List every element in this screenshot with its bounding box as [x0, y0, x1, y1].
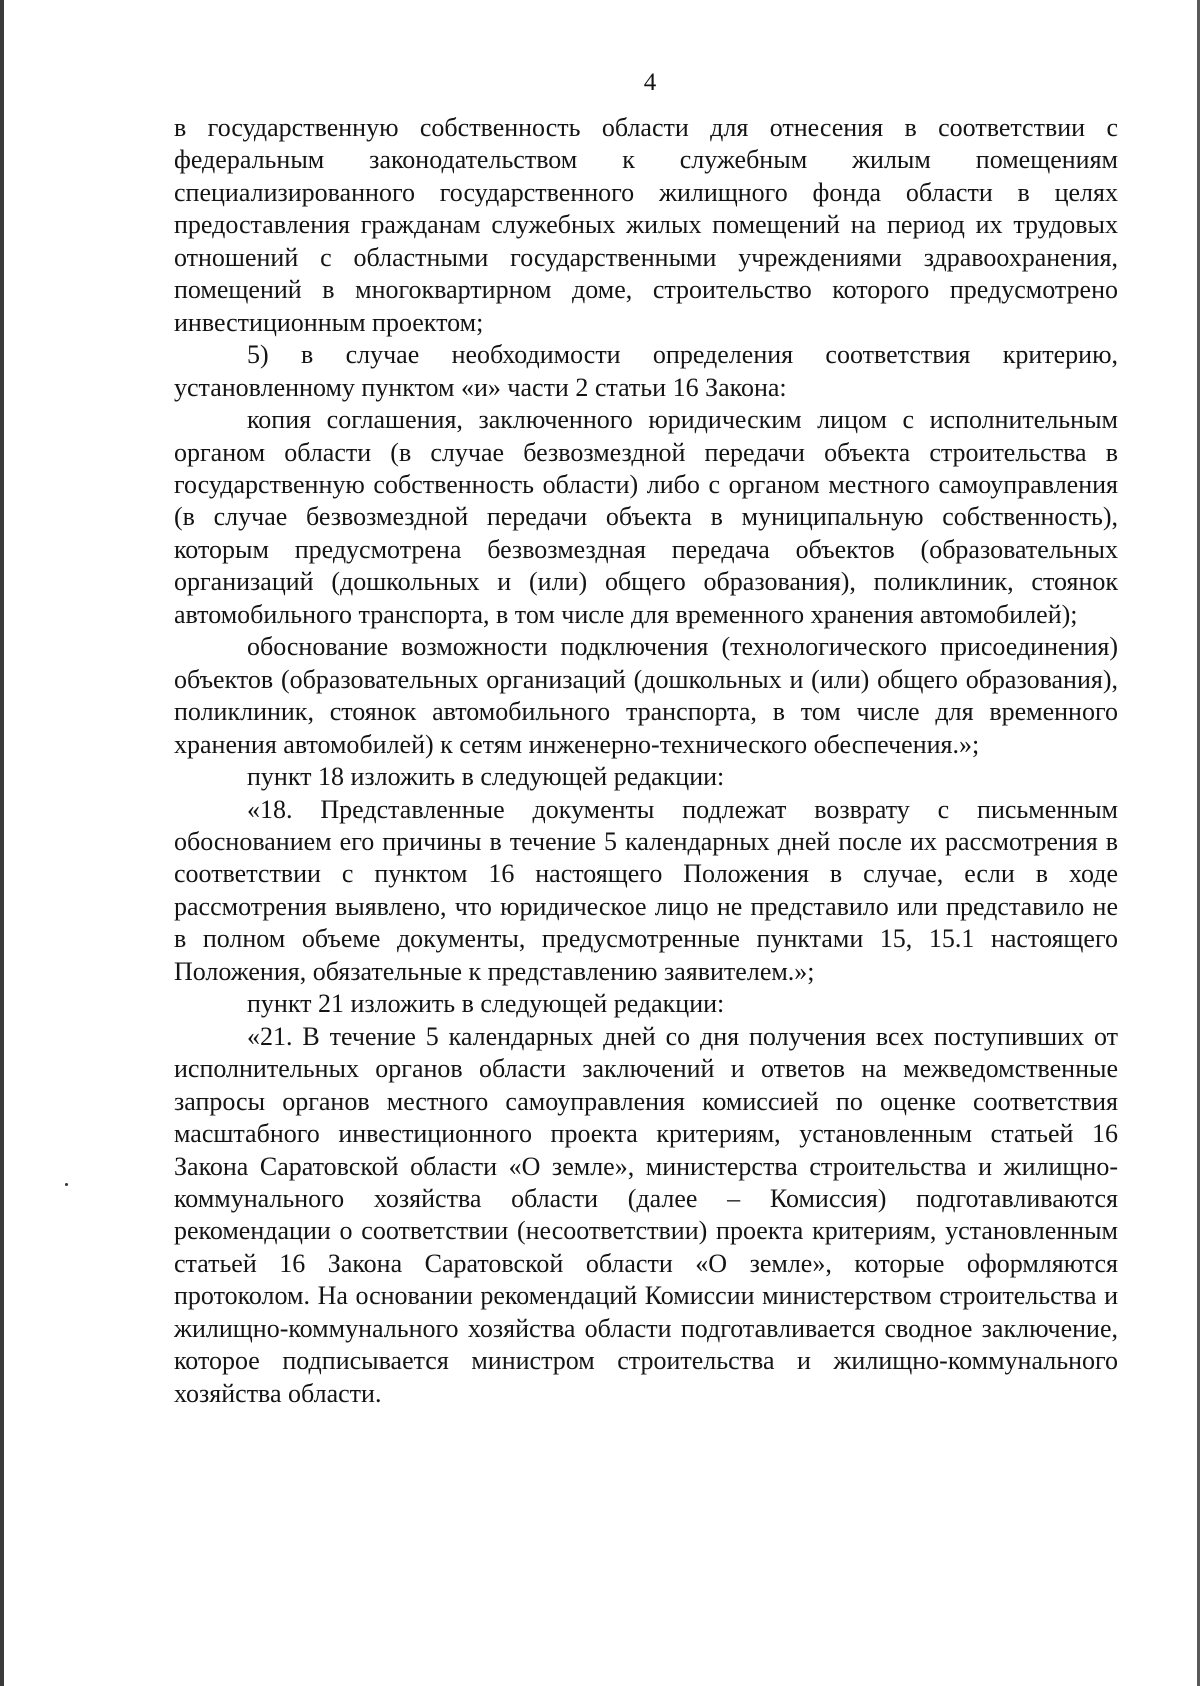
- paragraph-amend-point-21: пункт 21 изложить в следующей редакции:: [247, 989, 725, 1019]
- paragraph-amend-point-18: пункт 18 изложить в следующей редакции:: [247, 762, 725, 792]
- page-number: 4: [643, 69, 657, 96]
- paragraph-point-21-text: «21. В течение 5 календарных дней со дня получения всех поступивших от исполнительных органов области заключений и ответов на межведомственные запросы органов местного самоуправления комиссией по оценке соответствия масштабного инвестиционного проекта критериям, установленным статьей 16 Закона Саратовской области «О земле», министерства строительства и жилищно-коммунального хозяйства области (далее – Комиссия) подготавливаются рекомендации о соответствии (несоответствии) проекта критериям, установленным статьей 16 Закона Саратовской области «О земле», которые оформляются протоколом. На основании рекомендаций Комиссии министерством строительства и жилищно-коммунального хозяйства области подготавливается сводное заключение, которое подписывается министром строительства и жилищно-коммунального хозяйства области.: [174, 1021, 1118, 1408]
- scan-speck: [65, 1183, 68, 1186]
- paragraph-connection-justification: обоснование возможности подключения (технологического присоединения) объектов (образовательных организаций (дошкольных и (или) общего образования), поликлиник, стоянок автомобильного транспорта, в том числе для временного хранения автомобилей) к сетям инженерно-технического обеспечения.»;: [174, 632, 1118, 759]
- paragraph-continuation: в государственную собственность области для отнесения в соответствии с федеральным законодательством к служебным жилым помещениям специализированного государственного жилищного фонда области в целях предоставления гражданам служебных жилых помещений на период их трудовых отношений с областными государственными учреждениями здравоохранения, помещений в многоквартирном доме, строительство которого предусмотрено инвестиционным проектом;: [174, 113, 1118, 337]
- paragraph-item-5: 5) в случае необходимости определения соответствия критерию, установленному пунктом «и» части 2 статьи 16 Закона:: [174, 340, 1118, 402]
- document-body: [174, 112, 1118, 1410]
- scan-edge-left: [0, 0, 4, 1686]
- paragraph-agreement-copy: копия соглашения, заключенного юридическим лицом с исполнительным органом области (в случае безвозмездной передачи объекта строительства в государственную собственность области) либо с органом местного самоуправления (в случае безвозмездной передачи объекта в муниципальную собственность), которым предусмотрена безвозмездная передача объектов (образовательных организаций (дошкольных и (или) общего образования), поликлиник, стоянок автомобильного транспорта, в том числе для временного хранения автомобилей);: [174, 405, 1118, 629]
- paragraph-point-18-text: «18. Представленные документы подлежат возврату с письменным обоснованием его причины в течение 5 календарных дней после их рассмотрения в соответствии с пунктом 16 настоящего Положения в случае, если в ходе рассмотрения выявлено, что юридическое лицо не представило или представило не в полном объеме документы, предусмотренные пунктами 15, 15.1 настоящего Положения, обязательные к представлению заявителем.»;: [174, 794, 1118, 986]
